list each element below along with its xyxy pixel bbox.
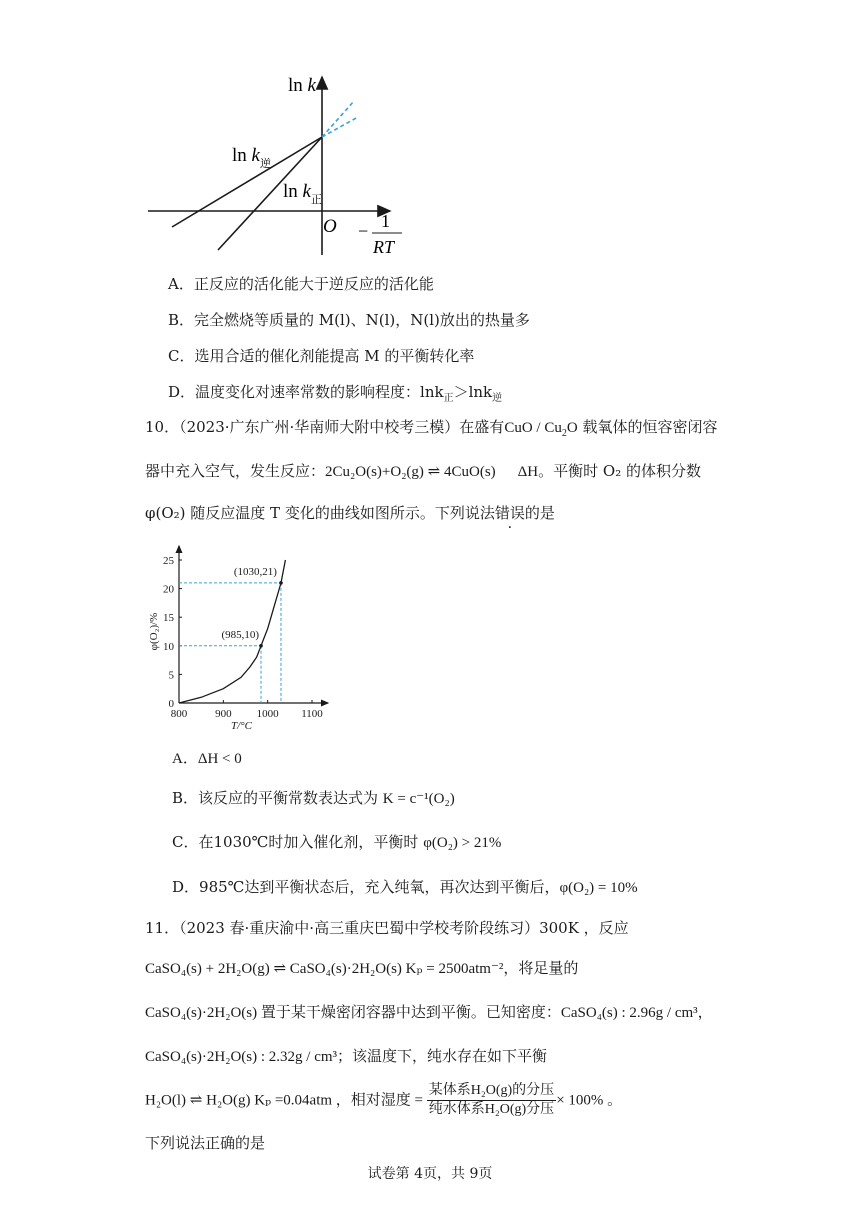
origin-label: O xyxy=(323,216,337,237)
dashed-extension-1 xyxy=(322,101,354,137)
q10-option-d-text: D．985℃达到平衡状态后，充入纯氧，再次达到平衡后， xyxy=(172,878,560,896)
y-tick-label: 0 xyxy=(168,698,174,710)
y-tick-label: 5 xyxy=(168,669,174,682)
y-tick-label: 20 xyxy=(163,583,174,596)
q10-stem-line2 xyxy=(145,461,701,482)
y-tick-label: 25 xyxy=(163,555,174,567)
q11-line3: CaSO₄(s)·2H₂O(s) 置于某干燥密闭容器中达到平衡。已知密度：CaSO₄(s) : 2.96g / cm³， xyxy=(145,1005,713,1021)
q10-option-d[interactable] xyxy=(172,877,638,898)
lnk-reverse-label: $\ln k_逆$ xyxy=(232,145,271,170)
q10-option-c-text: C．在1030℃时加入催化剂，平衡时 xyxy=(172,833,424,851)
q10-option-a[interactable]: A．ΔH < 0 xyxy=(172,751,242,767)
x-tick-label: 1100 xyxy=(301,708,323,720)
y-tick-label: 10 xyxy=(163,640,174,653)
q11-line5-tail: × 100% 。 xyxy=(556,1092,623,1109)
x-tick-label: 1000 xyxy=(256,708,279,720)
q10-option-c[interactable] xyxy=(172,832,501,853)
chart-x-label: T/°C xyxy=(231,720,252,732)
chart-y-label: φ(O₂)/% xyxy=(148,612,160,651)
data-point xyxy=(259,644,263,648)
x-tick-label: 800 xyxy=(170,708,188,720)
y-tick-label: 15 xyxy=(163,612,174,625)
q10-emphasis: 错误 xyxy=(494,504,525,522)
data-point xyxy=(279,581,283,585)
q10-option-b-eq: K = c⁻¹(O₂) xyxy=(382,791,455,807)
x-axis-label-minus: − xyxy=(358,221,369,241)
x-axis-label-den: RT xyxy=(373,237,395,257)
q9-option-d[interactable] xyxy=(168,382,502,409)
q10-option-d-eq: φ(O₂) = 10% xyxy=(559,880,638,896)
fraction-denominator: 纯水体系H₂O(g)分压 xyxy=(428,1102,555,1117)
fraction-numerator: 某体系H₂O(g)的分压 xyxy=(427,1082,556,1101)
q10-option-c-eq: φ(O₂) > 21% xyxy=(423,835,502,851)
q9-option-c[interactable]: C．选用合适的催化剂能提高 M 的平衡转化率 xyxy=(168,347,475,365)
q11-line4: CaSO₄(s)·2H₂O(s) : 2.32g / cm³；该温度下，纯水存在如下平衡 xyxy=(145,1049,548,1065)
data-point-label: (1030,21) xyxy=(233,565,277,578)
o2-fraction-chart xyxy=(140,540,340,740)
q10-stem-line3 xyxy=(145,503,555,523)
q10-delta-h: ΔH xyxy=(517,464,539,480)
q9-option-b[interactable]: B．完全燃烧等质量的 M(l)、N(l)，N(l)放出的热量多 xyxy=(168,311,530,329)
q11-line5 xyxy=(145,1082,622,1119)
q9-option-d-sub2: 逆 xyxy=(492,393,503,404)
q10-head-chem: CuO / $Cu_2O$ xyxy=(504,420,578,439)
q9-option-d-sub1: 正 xyxy=(443,393,454,404)
q10-option-b-text: B．该反应的平衡常数表达式为 xyxy=(172,789,383,807)
lnk-diagram xyxy=(140,65,420,265)
q9-option-a[interactable]: A．正反应的活化能大于逆反应的活化能 xyxy=(168,275,434,293)
data-point-label: (985,10) xyxy=(221,628,260,641)
q10-line3-pre: φ(O₂) 随反应温度 T 变化的曲线如图所示。下列说法 xyxy=(145,504,495,522)
q10-head-tail: 载氧体的恒容密闭容 xyxy=(577,418,718,436)
x-tick-label: 900 xyxy=(215,708,232,720)
q10-line2-pre: 器中充入空气，发生反应： xyxy=(145,462,326,480)
x-axis-label-num: 1 xyxy=(381,211,390,231)
page-footer: 试卷第 4页，共 9页 xyxy=(367,1166,493,1182)
lnk-forward-label: $\ln k_正$ xyxy=(283,181,322,206)
relative-humidity-fraction xyxy=(427,1082,556,1119)
q10-line2-tail: 。平衡时 O₂ 的体积分数 xyxy=(538,462,701,480)
q11-question: 下列说法正确的是 xyxy=(145,1134,266,1152)
y-axis-label: ln k xyxy=(288,75,316,96)
q11-head: 11．（2023 春·重庆渝中·高三重庆巴蜀中学校考阶段练习）300K ，反应 xyxy=(145,919,629,937)
q11-line5-pre: H₂O(l) ⇌ H₂O(g) Kₚ =0.04atm ，相对湿度 = xyxy=(145,1092,427,1109)
q10-head: 10．（2023·广东广州·华南师大附中校考三模）在盛有 xyxy=(145,418,505,436)
q10-stem-line1 xyxy=(145,417,717,444)
q9-option-d-gt: ＞lnk xyxy=(453,383,493,401)
dashed-extension-2 xyxy=(322,117,358,137)
q9-option-d-text: D．温度变化对速率常数的影响程度：lnk xyxy=(168,383,444,401)
q11-line2: CaSO₄(s) + 2H₂O(g) ⇌ CaSO₄(s)·2H₂O(s) Kₚ = 2500atm⁻²，将足量的 xyxy=(145,961,579,977)
q10-line3-tail: 的是 xyxy=(524,504,555,522)
q10-option-b[interactable] xyxy=(172,788,455,809)
q10-equation: 2Cu₂O(s)+O₂(g) ⇌ 4CuO(s) xyxy=(325,464,496,480)
